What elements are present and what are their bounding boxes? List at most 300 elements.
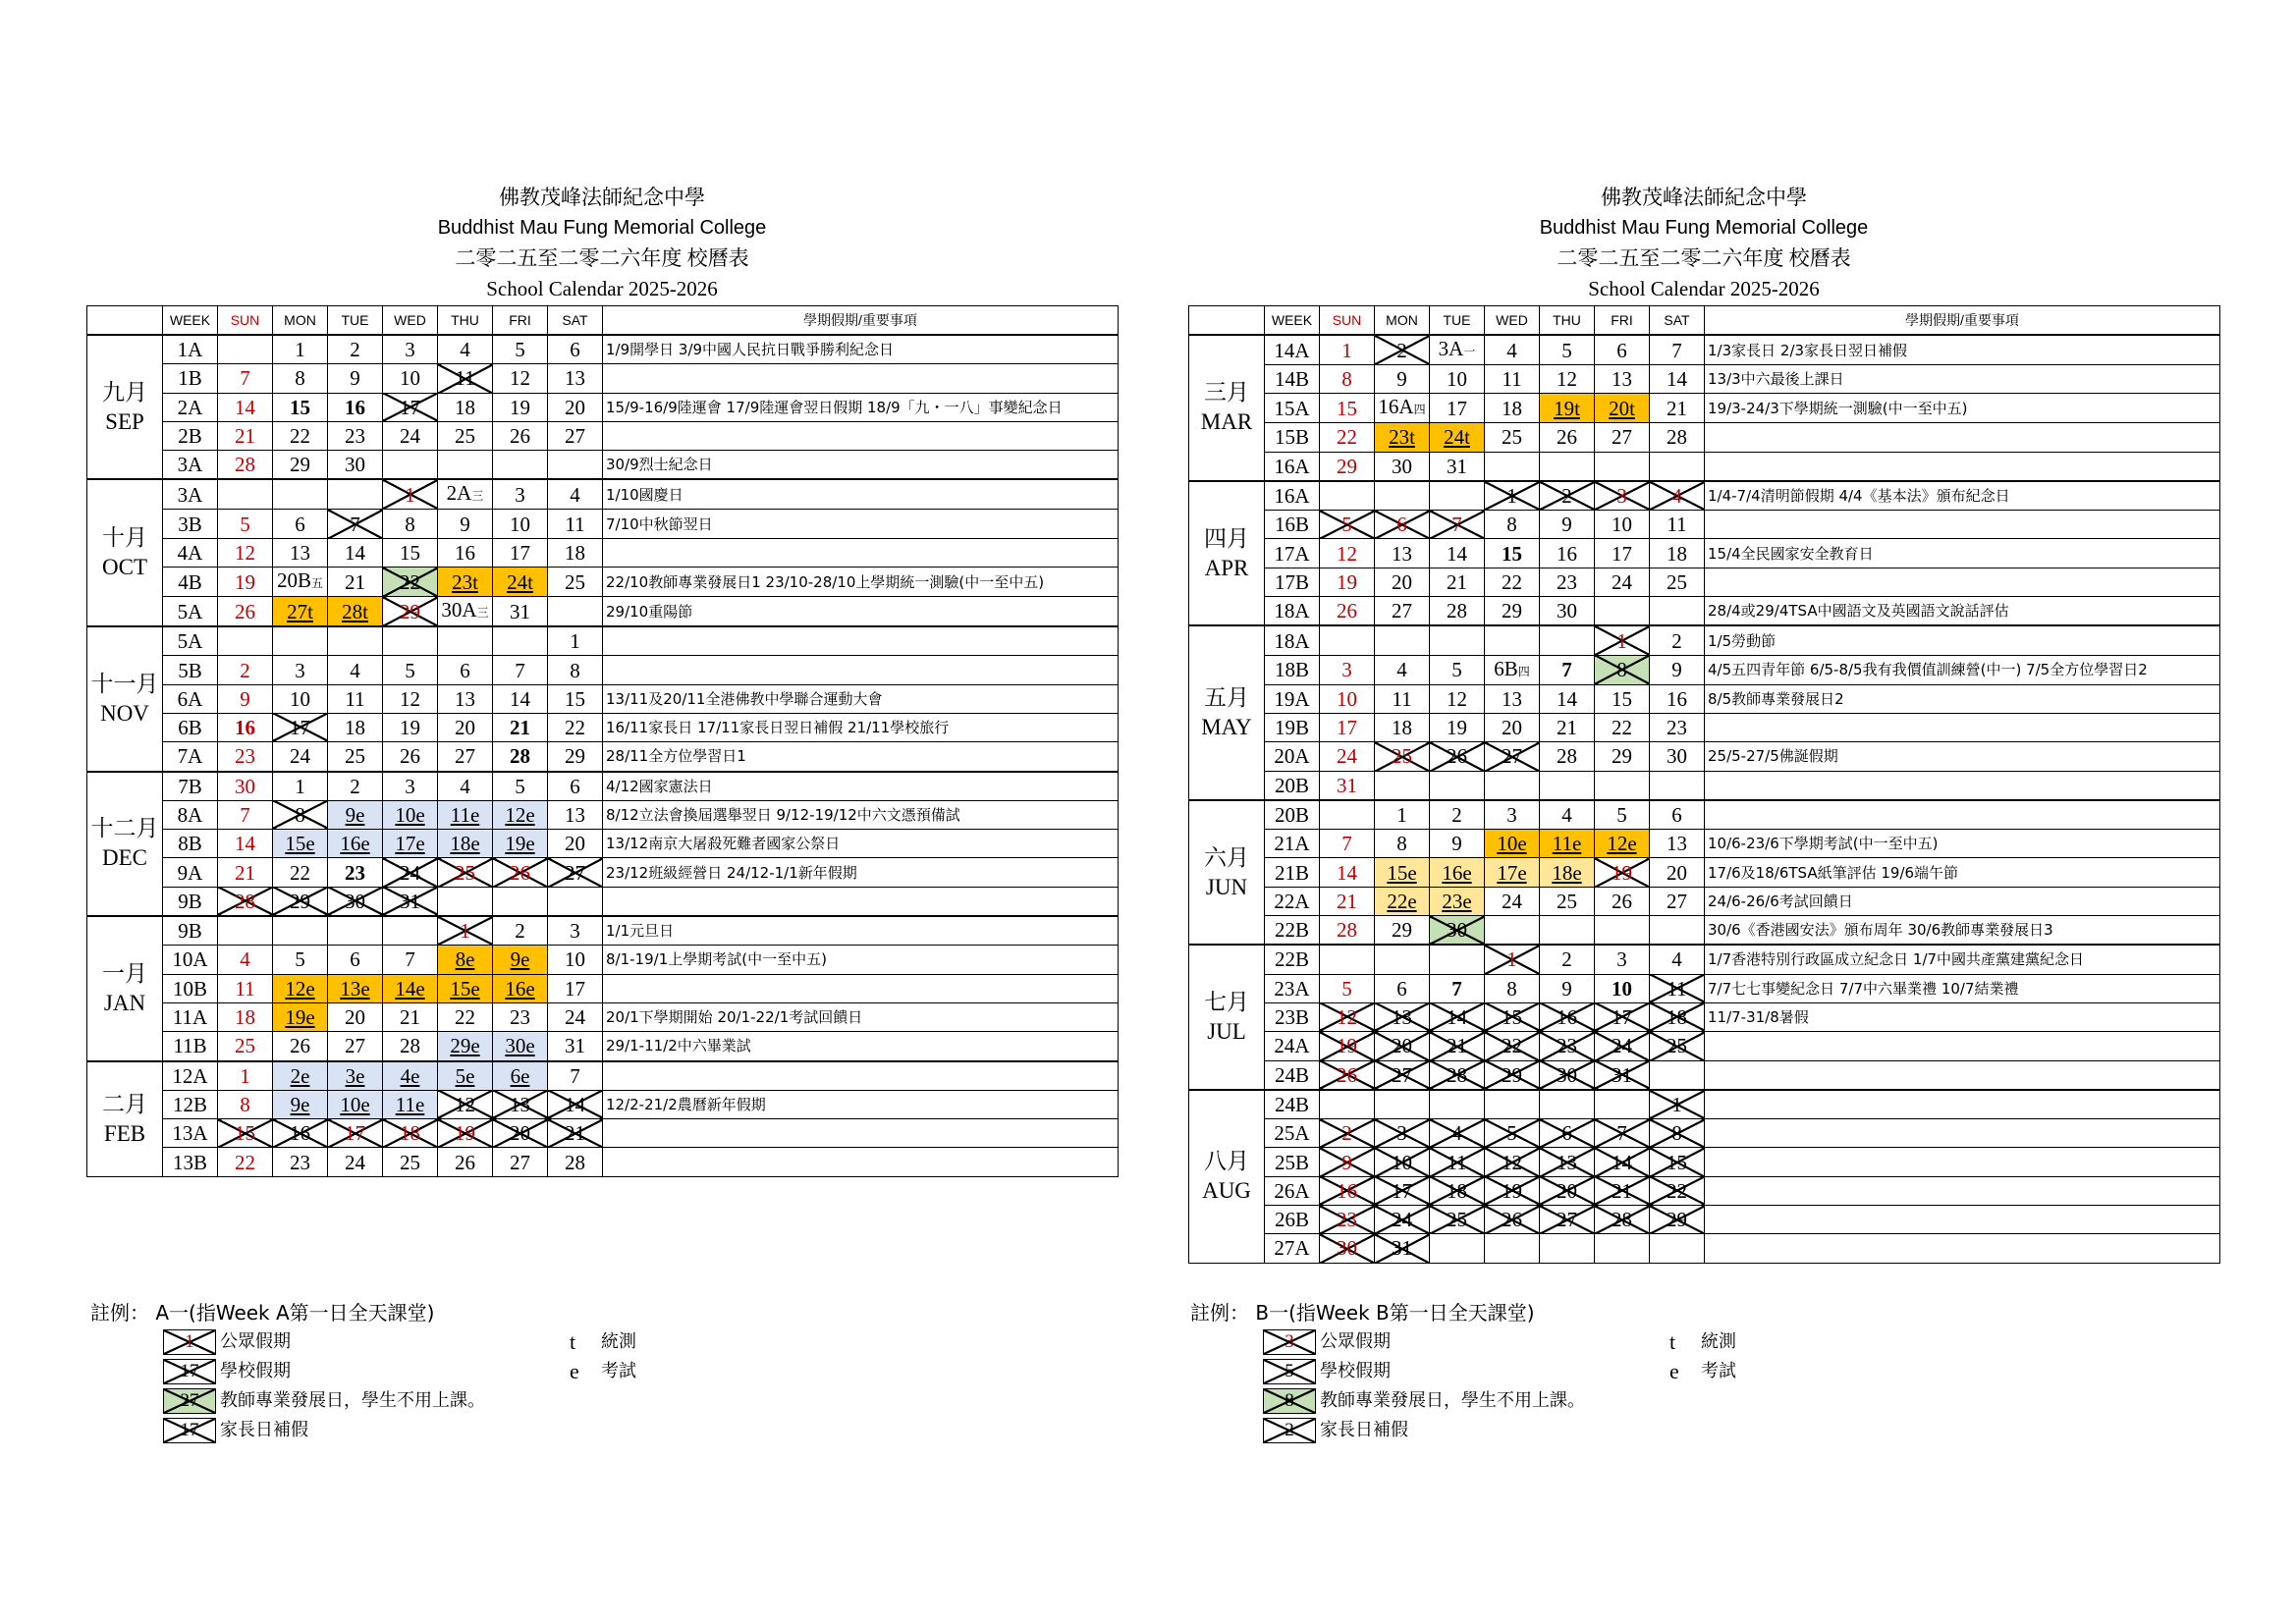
day-cell: 12e: [1595, 830, 1650, 858]
event-cell: 30/6《香港國安法》頒布周年 30/6教師專業發展日3: [1705, 916, 2220, 946]
week-code: 26A: [1265, 1176, 1320, 1205]
day-cell: 10: [273, 684, 328, 713]
day-cell: 29: [548, 742, 603, 772]
month-label-en: MAR: [1200, 409, 1253, 435]
day-cell: 1: [218, 1061, 273, 1091]
school-name-zh: 佛教茂峰法師紀念中學: [499, 186, 705, 209]
day-cell: 9e: [493, 946, 548, 974]
month-label-zh: 十二月: [90, 816, 159, 841]
day-cell: 31: [383, 887, 438, 916]
day-cell: 20: [1650, 858, 1705, 887]
day-cell: 8: [218, 1090, 273, 1118]
day-cell: 1: [1375, 800, 1430, 830]
day-cell: 29: [1485, 597, 1540, 626]
table-row: [1189, 945, 2220, 974]
legend-label: 學校假期: [220, 1361, 291, 1381]
table-row: [1189, 800, 2220, 830]
legend-label: 公眾假期: [220, 1331, 291, 1352]
day-cell: 19: [493, 393, 548, 421]
legend-swatch: 1: [163, 1329, 216, 1355]
day-cell: 23t: [438, 568, 493, 597]
day-cell: [273, 916, 328, 946]
week-code: 22B: [1265, 945, 1320, 974]
month-label-zh: 二月: [102, 1091, 147, 1116]
event-cell: 29/1-11/2中六畢業試: [603, 1032, 1119, 1061]
day-cell: [1595, 1090, 1650, 1119]
day-cell: 1: [1650, 1090, 1705, 1119]
day-cell: 16: [218, 713, 273, 741]
legend-label: 家長日補假: [220, 1420, 308, 1440]
day-cell: 17: [1430, 394, 1485, 423]
week-code: 19B: [1265, 713, 1320, 741]
day-cell: 1: [1485, 945, 1540, 974]
day-cell: 21: [218, 421, 273, 450]
day-cell: [493, 626, 548, 656]
week-code: 3B: [163, 510, 218, 538]
day-suffix: 一: [1463, 345, 1476, 358]
day-cell: 6B四: [1485, 655, 1540, 684]
day-cell: [1320, 1090, 1375, 1119]
month-label-en: SEP: [105, 408, 144, 434]
week-code: 17B: [1265, 568, 1320, 596]
column-header: WEEK: [163, 306, 218, 336]
week-code: 8A: [163, 800, 218, 829]
legend-symbol-label: 統測: [1701, 1331, 1736, 1352]
day-cell: 20t: [1595, 394, 1650, 423]
school-name-en: Buddhist Mau Fung Memorial College: [437, 217, 767, 239]
day-cell: 29e: [438, 1032, 493, 1061]
table-row: [1189, 1032, 2220, 1060]
day-cell: 13: [548, 800, 603, 829]
day-cell: 4: [1375, 655, 1430, 684]
day-cell: 23: [218, 742, 273, 772]
table-row: [87, 510, 1119, 538]
column-header: 學期假期/重要事項: [603, 306, 1119, 336]
event-cell: [1705, 1176, 2220, 1205]
column-header: WED: [1485, 306, 1540, 336]
day-cell: [1595, 916, 1650, 946]
table-row: [87, 626, 1119, 656]
day-cell: 7: [218, 800, 273, 829]
table-row: [87, 568, 1119, 597]
event-cell: 13/3中六最後上課日: [1705, 365, 2220, 394]
day-cell: [1320, 945, 1375, 974]
day-cell: 8: [1485, 511, 1540, 539]
day-cell: 1: [1485, 481, 1540, 511]
day-cell: 22: [218, 1148, 273, 1176]
day-cell: 28: [1430, 1060, 1485, 1090]
day-cell: 13: [1485, 684, 1540, 713]
table-row: [87, 713, 1119, 741]
day-cell: 14: [218, 393, 273, 421]
day-cell: 26: [1540, 423, 1595, 452]
day-cell: 18e: [1540, 858, 1595, 887]
day-cell: 28: [218, 887, 273, 916]
day-cell: 18: [328, 713, 383, 741]
event-cell: [603, 887, 1119, 916]
table-row: [87, 538, 1119, 567]
day-cell: 29: [1375, 916, 1430, 946]
day-cell: 27t: [273, 597, 328, 627]
day-cell: [1650, 1060, 1705, 1090]
week-code: 22B: [1265, 916, 1320, 946]
day-cell: 5: [383, 656, 438, 684]
day-cell: 18e: [438, 830, 493, 858]
event-cell: 8/12立法會換屆選舉翌日 9/12-19/12中六文憑預備試: [603, 800, 1119, 829]
month-label-en: NOV: [100, 700, 149, 726]
day-cell: 27: [1485, 742, 1540, 771]
day-cell: 17: [328, 1119, 383, 1148]
day-cell: 30: [1540, 1060, 1595, 1090]
day-cell: [438, 451, 493, 480]
week-code: 2B: [163, 421, 218, 450]
day-cell: 9: [1540, 511, 1595, 539]
day-cell: 7: [1540, 655, 1595, 684]
day-cell: 16: [1540, 1002, 1595, 1031]
event-cell: 10/6-23/6下學期考試(中一至中五): [1705, 830, 2220, 858]
day-cell: 22: [548, 713, 603, 741]
day-cell: [273, 626, 328, 656]
day-cell: 5: [1485, 1119, 1540, 1148]
table-row: [1189, 625, 2220, 655]
day-cell: 25: [438, 858, 493, 887]
event-cell: [1705, 1090, 2220, 1119]
day-cell: 13e: [328, 974, 383, 1002]
day-cell: [493, 887, 548, 916]
day-cell: 13: [1595, 365, 1650, 394]
legend-label: 教師專業發展日，學生不用上課。: [220, 1390, 485, 1411]
legend-label: 家長日補假: [1320, 1420, 1408, 1440]
day-cell: [1375, 625, 1430, 655]
day-cell: 9: [328, 364, 383, 393]
table-row: [87, 597, 1119, 627]
table-row: [1189, 887, 2220, 915]
event-cell: 1/10國慶日: [603, 479, 1119, 510]
day-cell: 21: [1595, 1176, 1650, 1205]
column-header: WEEK: [1265, 306, 1320, 336]
week-code: 1A: [163, 335, 218, 364]
day-cell: 8: [273, 364, 328, 393]
day-cell: 14: [218, 830, 273, 858]
event-cell: [1705, 1060, 2220, 1090]
day-cell: 8: [1595, 655, 1650, 684]
month-label: [87, 479, 163, 626]
legend-symbol-label: 考試: [1701, 1361, 1736, 1381]
table-row: [87, 946, 1119, 974]
day-cell: 15: [273, 393, 328, 421]
week-code: 6A: [163, 684, 218, 713]
event-cell: [1705, 452, 2220, 481]
day-cell: 22: [1650, 1176, 1705, 1205]
event-cell: [603, 1148, 1119, 1176]
legend-label: 教師專業發展日，學生不用上課。: [1320, 1390, 1585, 1411]
table-row: [1189, 481, 2220, 511]
day-cell: 24t: [493, 568, 548, 597]
month-label-en: MAY: [1201, 715, 1252, 740]
table-row: [1189, 394, 2220, 423]
day-cell: 8: [1375, 830, 1430, 858]
day-cell: 2: [1320, 1119, 1375, 1148]
day-cell: 24: [1595, 568, 1650, 596]
day-cell: 4: [438, 335, 493, 364]
legend-swatch: 8: [1263, 1388, 1316, 1414]
event-cell: 16/11家長日 17/11家長日翌日補假 21/11學校旅行: [603, 713, 1119, 741]
column-header: SUN: [218, 306, 273, 336]
day-cell: 29: [1485, 1060, 1540, 1090]
month-label-en: AUG: [1202, 1178, 1251, 1204]
day-cell: 4: [1650, 481, 1705, 511]
day-cell: [1430, 1234, 1485, 1263]
event-cell: [603, 1061, 1119, 1091]
day-cell: 31: [1595, 1060, 1650, 1090]
event-cell: 13/11及20/11全港佛教中學聯合運動大會: [603, 684, 1119, 713]
legend-label: 學校假期: [1320, 1361, 1391, 1381]
week-code: 20B: [1265, 771, 1320, 800]
table-row: [87, 742, 1119, 772]
day-cell: [548, 597, 603, 627]
month-label: [1189, 481, 1265, 625]
day-cell: 17: [1595, 539, 1650, 568]
week-code: 13B: [163, 1148, 218, 1176]
day-cell: 14: [1320, 858, 1375, 887]
legend-row: [90, 1357, 680, 1386]
day-cell: 27: [438, 742, 493, 772]
table-row: [87, 364, 1119, 393]
day-cell: 19t: [1540, 394, 1595, 423]
day-cell: 20B五: [273, 568, 328, 597]
day-cell: 24: [1485, 887, 1540, 915]
event-cell: 1/9開學日 3/9中國人民抗日戰爭勝利紀念日: [603, 335, 1119, 364]
day-cell: 18: [548, 538, 603, 567]
day-cell: 23: [328, 858, 383, 887]
day-cell: 28: [493, 742, 548, 772]
week-code: 5B: [163, 656, 218, 684]
day-cell: 1: [273, 335, 328, 364]
day-cell: 4: [1485, 335, 1540, 365]
event-cell: 1/7香港特別行政區成立紀念日 1/7中國共產黨建黨紀念日: [1705, 945, 2220, 974]
day-cell: [1485, 771, 1540, 800]
week-code: 9B: [163, 887, 218, 916]
day-cell: 7: [1430, 974, 1485, 1002]
day-cell: 31: [1320, 771, 1375, 800]
day-cell: 4: [218, 946, 273, 974]
table-row: [87, 656, 1119, 684]
event-cell: [1705, 771, 2220, 800]
day-cell: 21: [1430, 1032, 1485, 1060]
day-cell: 19e: [493, 830, 548, 858]
day-cell: 9e: [273, 1090, 328, 1118]
month-label-en: APR: [1204, 555, 1249, 580]
day-cell: 25: [328, 742, 383, 772]
day-cell: 31: [1430, 452, 1485, 481]
day-cell: 26: [493, 421, 548, 450]
day-cell: [383, 451, 438, 480]
day-cell: 30: [328, 451, 383, 480]
day-cell: 9: [1540, 974, 1595, 1002]
table-row: [87, 800, 1119, 829]
day-cell: [218, 335, 273, 364]
day-cell: 9: [1320, 1148, 1375, 1176]
day-cell: [1430, 945, 1485, 974]
week-code: 5A: [163, 597, 218, 627]
event-cell: [1705, 1206, 2220, 1234]
day-cell: 5: [493, 335, 548, 364]
day-cell: [1485, 916, 1540, 946]
day-cell: 19: [1320, 568, 1375, 596]
week-code: 14B: [1265, 365, 1320, 394]
day-cell: 23: [1320, 1206, 1375, 1234]
table-row: [87, 421, 1119, 450]
month-label-zh: 三月: [1204, 380, 1249, 406]
day-cell: 20: [1375, 1032, 1430, 1060]
day-cell: 7: [1650, 335, 1705, 365]
day-cell: 9: [438, 510, 493, 538]
event-cell: 12/2-21/2農曆新年假期: [603, 1090, 1119, 1118]
table-row: [87, 858, 1119, 887]
day-cell: [1595, 1234, 1650, 1263]
week-code: 16A: [1265, 481, 1320, 511]
day-cell: [1540, 916, 1595, 946]
day-cell: 30: [1540, 597, 1595, 626]
day-cell: 5: [1320, 511, 1375, 539]
day-cell: 18: [1650, 539, 1705, 568]
day-cell: 26: [493, 858, 548, 887]
event-cell: 28/11全方位學習日1: [603, 742, 1119, 772]
event-cell: [1705, 800, 2220, 830]
day-cell: [1540, 452, 1595, 481]
day-cell: [1650, 452, 1705, 481]
day-cell: 29: [273, 887, 328, 916]
legend-label: 公眾假期: [1320, 1331, 1391, 1352]
legend-swatch: 17: [163, 1418, 216, 1443]
week-code: 12A: [163, 1061, 218, 1091]
day-cell: [1650, 1234, 1705, 1263]
day-cell: [1375, 945, 1430, 974]
day-cell: [1650, 771, 1705, 800]
day-cell: 16: [1650, 684, 1705, 713]
day-cell: 4: [438, 772, 493, 801]
day-cell: [1320, 625, 1375, 655]
column-header: MON: [273, 306, 328, 336]
event-cell: [1705, 713, 2220, 741]
month-header: [1189, 306, 1265, 336]
day-cell: 5: [493, 772, 548, 801]
legend-row: [90, 1416, 680, 1445]
day-cell: 3: [383, 772, 438, 801]
day-cell: 15e: [273, 830, 328, 858]
day-cell: 31: [548, 1032, 603, 1061]
school-name-zh: 佛教茂峰法師紀念中學: [1601, 186, 1807, 209]
day-cell: 1: [273, 772, 328, 801]
day-cell: [493, 451, 548, 480]
day-cell: [1485, 452, 1540, 481]
day-cell: 23: [1650, 713, 1705, 741]
day-cell: 22: [1485, 568, 1540, 596]
day-suffix: 三: [471, 489, 484, 504]
legend-row: [1190, 1357, 1779, 1386]
day-cell: 13: [1650, 830, 1705, 858]
day-cell: 8: [1320, 365, 1375, 394]
day-cell: 21: [383, 1002, 438, 1031]
day-cell: 26: [1430, 742, 1485, 771]
week-code: 18A: [1265, 597, 1320, 626]
day-cell: 28: [1595, 1206, 1650, 1234]
day-cell: 13: [438, 684, 493, 713]
week-code: 22A: [1265, 887, 1320, 915]
day-cell: 28: [218, 451, 273, 480]
event-cell: 25/5-27/5佛誕假期: [1705, 742, 2220, 771]
day-cell: 16e: [328, 830, 383, 858]
day-cell: 5: [273, 946, 328, 974]
day-cell: [1540, 1234, 1595, 1263]
day-cell: 6: [548, 335, 603, 364]
school-year-zh: 二零二五至二零二六年度 校曆表: [455, 246, 749, 270]
week-code: 24B: [1265, 1060, 1320, 1090]
table-row: [87, 684, 1119, 713]
day-cell: 7: [218, 364, 273, 393]
table-row: [1189, 655, 2220, 684]
day-cell: 14: [1430, 1002, 1485, 1031]
day-cell: 15: [1320, 394, 1375, 423]
day-cell: 13: [273, 538, 328, 567]
day-cell: 4: [328, 656, 383, 684]
day-cell: 15: [1485, 539, 1540, 568]
day-cell: 28: [1540, 742, 1595, 771]
day-cell: 19: [218, 568, 273, 597]
day-cell: 14: [493, 684, 548, 713]
day-cell: 21: [1430, 568, 1485, 596]
day-cell: 3: [1595, 945, 1650, 974]
day-cell: [1320, 481, 1375, 511]
day-cell: 25: [548, 568, 603, 597]
day-cell: 10e: [1485, 830, 1540, 858]
day-cell: 20: [1540, 1176, 1595, 1205]
day-cell: 30: [1430, 916, 1485, 946]
day-cell: 23t: [1375, 423, 1430, 452]
day-cell: 8e: [438, 946, 493, 974]
day-cell: 10: [548, 946, 603, 974]
event-cell: 7/7七七事變紀念日 7/7中六畢業禮 10/7結業禮: [1705, 974, 2220, 1002]
day-cell: 25: [438, 421, 493, 450]
table-row: [1189, 1002, 2220, 1031]
event-cell: [1705, 511, 2220, 539]
event-cell: 11/7-31/8暑假: [1705, 1002, 2220, 1031]
day-cell: 11: [1375, 684, 1430, 713]
day-cell: 19: [383, 713, 438, 741]
table-row: [87, 1090, 1119, 1118]
day-cell: 13: [493, 1090, 548, 1118]
day-cell: 20: [438, 713, 493, 741]
day-cell: 20: [1375, 568, 1430, 596]
day-cell: 30: [218, 772, 273, 801]
week-code: 23B: [1265, 1002, 1320, 1031]
day-cell: [383, 916, 438, 946]
event-cell: 13/12南京大屠殺死難者國家公祭日: [603, 830, 1119, 858]
table-row: [87, 1032, 1119, 1061]
event-cell: 28/4或29/4TSA中國語文及英國語文說話評估: [1705, 597, 2220, 626]
day-cell: 27: [548, 421, 603, 450]
day-cell: 22: [273, 858, 328, 887]
day-cell: 22: [383, 568, 438, 597]
day-cell: 2e: [273, 1061, 328, 1091]
day-cell: 23: [1540, 568, 1595, 596]
day-cell: 3: [1485, 800, 1540, 830]
table-row: [87, 916, 1119, 946]
calendar-table: [86, 305, 1119, 1177]
day-cell: 30: [1650, 742, 1705, 771]
day-cell: 16: [328, 393, 383, 421]
day-cell: [328, 626, 383, 656]
